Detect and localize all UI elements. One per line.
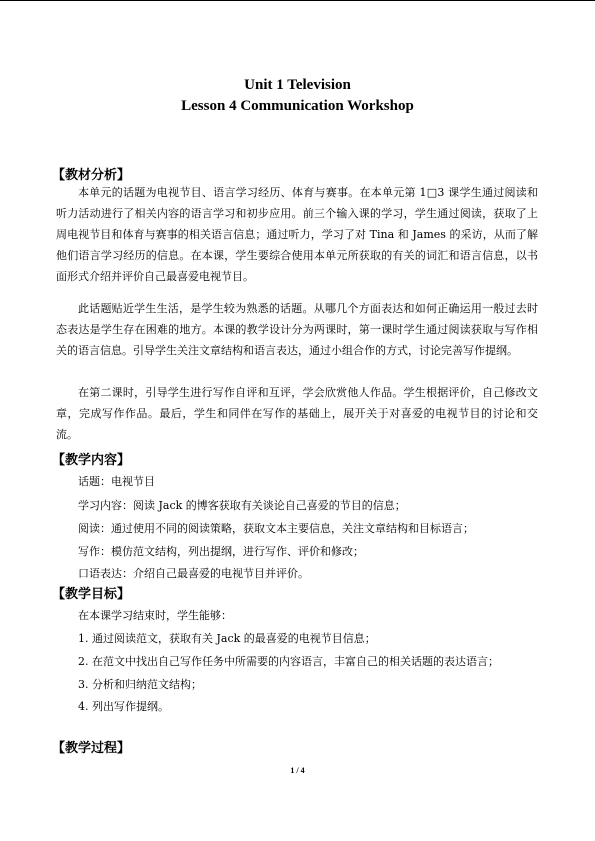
document-subtitle: Lesson 4 Communication Workshop <box>181 98 414 114</box>
goal-item-4: 4. 列出写作提纲。 <box>78 700 169 713</box>
goal-item-3: 3. 分析和归纳范文结构； <box>78 678 202 691</box>
top-rule <box>0 0 595 1</box>
analysis-paragraph-3: 在第二课时，引导学生进行写作自评和互评，学会欣赏他人作品。学生根据评价，自己修改文章，完成写作作品。最后，学生和同伴在写作的基础上，展开关于对喜爱的电视节目的讨论和交流。 <box>56 386 538 441</box>
document-title: Unit 1 Television <box>244 77 351 93</box>
content-line-learning: 学习内容：阅读 Jack 的博客获取有关谈论自己喜爱的节目的信息； <box>78 499 406 512</box>
analysis-paragraph-2: 此话题贴近学生生活，是学生较为熟悉的话题。从哪几个方面表达和如何正确运用一般过去时态表达是学生存在困难的地方。本课的教学设计分为两课时，第一课时学生通过阅读获取与写作相关的语言信息。引导学生关注文章结构和语言表达，通过小组合作的方式，讨论完善写作提纲。 <box>56 302 538 357</box>
page-number: 1 / 4 <box>290 766 305 775</box>
goal-item-2: 2. 在范文中找出自己写作任务中所需要的内容语言，丰富自己的相关话题的表达语言； <box>78 655 499 668</box>
content-line-speaking: 口语表达：介绍自己最喜爱的电视节目并评价。 <box>78 567 309 580</box>
section-heading-process: 【教学过程】 <box>52 741 131 756</box>
section-heading-content: 【教学内容】 <box>52 453 131 468</box>
section-heading-analysis: 【教材分析】 <box>52 168 131 183</box>
content-line-writing: 写作：模仿范文结构，列出提纲，进行写作、评价和修改； <box>78 545 364 558</box>
content-line-topic: 话题：电视节目 <box>78 475 155 488</box>
goal-item-1: 1. 通过阅读范文，获取有关 Jack 的最喜爱的电视节目信息； <box>78 632 376 645</box>
goals-intro: 在本课学习结束时，学生能够： <box>78 609 232 622</box>
section-heading-goals: 【教学目标】 <box>52 587 131 602</box>
analysis-paragraph-1: 本单元的话题为电视节目、语言学习经历、体育与赛事。在本单元第 1□3 课学生通过阅读和听力活动进行了相关内容的语言学习和初步应用。前三个输入课的学习，学生通过阅读，获取了上周电视节目和体育与赛事的相关语言信息；通过听力，学习了对 Tina 和 James 的采访，从而了解他们语言学习经历的信息。在本课，学生要综合使用本单元所获取的有关的词汇和语言信息，以书面形式介绍并评价自己最喜爱电视节目。 <box>56 186 538 283</box>
content-line-reading: 阅读：通过使用不同的阅读策略，获取文本主要信息，关注文章结构和目标语言； <box>78 522 474 535</box>
